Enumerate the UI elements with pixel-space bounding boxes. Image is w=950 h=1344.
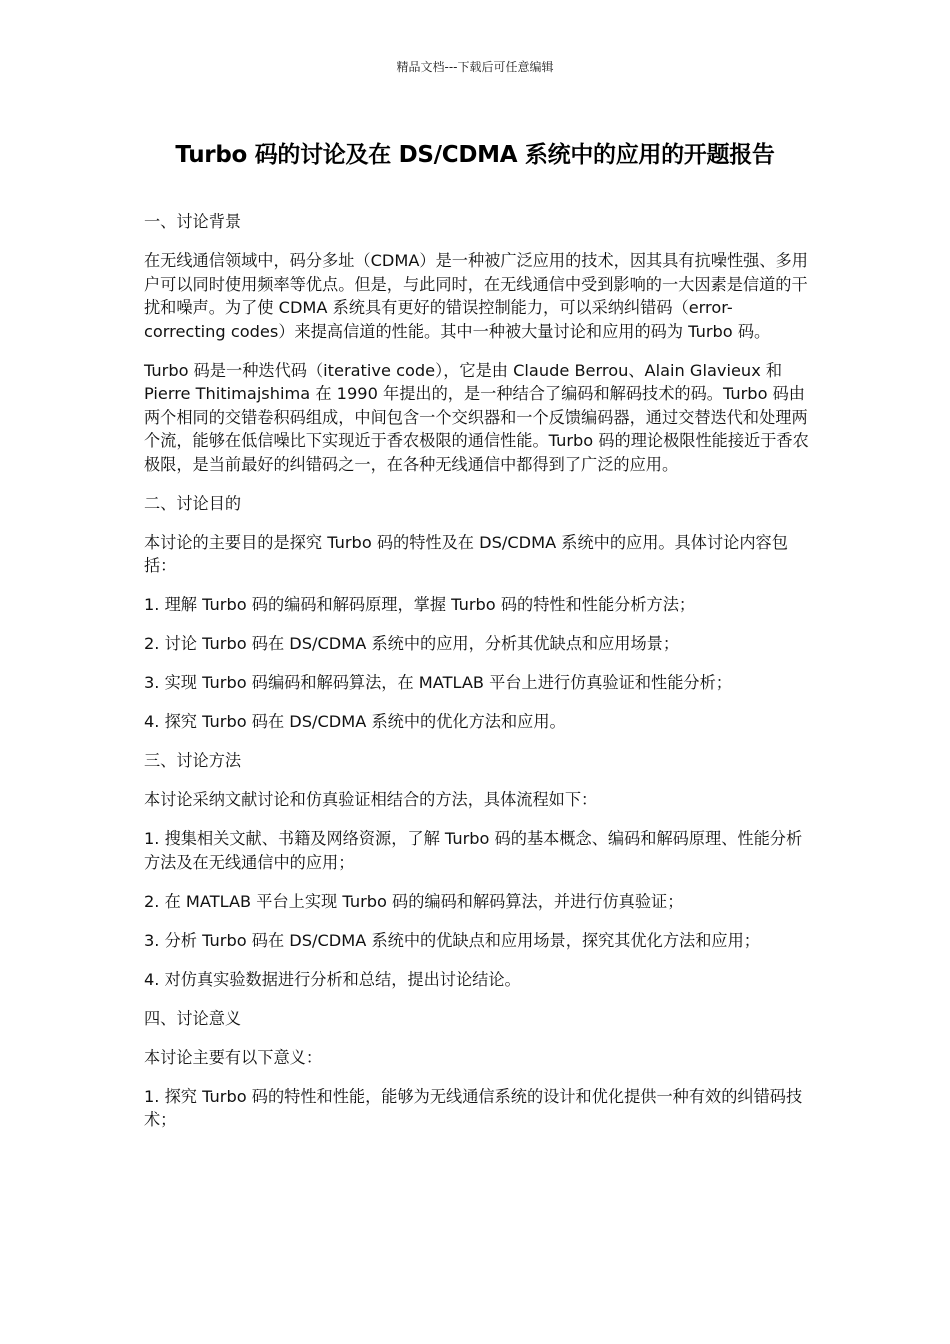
list-item: 1. 搜集相关文献、书籍及网络资源，了解 Turbo 码的基本概念、编码和解码原理、性能分析方法及在无线通信中的应用； — [144, 829, 803, 872]
paragraph: 本讨论采纳文献讨论和仿真验证相结合的方法，具体流程如下： — [144, 790, 598, 809]
section-heading-background: 一、讨论背景 — [144, 212, 242, 231]
header-watermark: 精品文档---下载后可任意编辑 — [396, 60, 554, 74]
paragraph: 本讨论主要有以下意义： — [144, 1047, 323, 1067]
list-item: 3. 分析 Turbo 码在 DS/CDMA 系统中的优缺点和应用场景，探究其优化方法和应用； — [144, 930, 760, 950]
list-item: 2. 在 MATLAB 平台上实现 Turbo 码的编码和解码算法，并进行仿真验证； — [144, 891, 684, 911]
list-item: 1. 理解 Turbo 码的编码和解码原理，掌握 Turbo 码的特性和性能分析方法； — [144, 595, 696, 614]
section-heading-significance: 四、讨论意义 — [144, 1008, 242, 1028]
section-heading-purpose: 二、讨论目的 — [144, 493, 242, 513]
section-heading-method: 三、讨论方法 — [144, 751, 242, 770]
list-item: 2. 讨论 Turbo 码在 DS/CDMA 系统中的应用，分析其优缺点和应用场景； — [144, 634, 680, 653]
list-item: 4. 对仿真实验数据进行分析和总结，提出讨论结论。 — [144, 969, 521, 989]
list-item: 3. 实现 Turbo 码编码和解码算法，在 MATLAB 平台上进行仿真验证和性能分析； — [144, 673, 732, 692]
paragraph: Turbo 码是一种迭代码（iterative code），它是由 Claude Berrou、Alain Glavieux 和 Pierre Thitimajshima 在 1990 年提出的，是一种结合了编码和解码技术的码。Turbo 码由两个相同的交错卷积码组成，中间包含一个交织器和一个反馈编码器，通过交替迭代和处理两个流，能够在低信噪比下实现近于香农极限的通信性能。Turbo 码的理论极限性能接近于香农极限，是当前最好的纠错码之一，在各种无线通信中都得到了广泛的应用。 — [144, 360, 809, 474]
list-item: 1. 探究 Turbo 码的特性和性能，能够为无线通信系统的设计和优化提供一种有效的纠错码技术； — [144, 1086, 803, 1129]
document-body — [144, 210, 809, 1147]
paragraph: 在无线通信领域中，码分多址（CDMA）是一种被广泛应用的技术，因其具有抗噪性强、多用户可以同时使用频率等优点。但是，与此同时，在无线通信中受到影响的一大因素是信道的干扰和噪声。为了使 CDMA 系统具有更好的错误控制能力，可以采纳纠错码（error-correcting codes）来提高信道的性能。其中一种被大量讨论和应用的码为 Turbo 码。 — [144, 251, 808, 341]
document-title: Turbo 码的讨论及在 DS/CDMA 系统中的应用的开题报告 — [175, 142, 775, 168]
paragraph: 本讨论的主要目的是探究 Turbo 码的特性及在 DS/CDMA 系统中的应用。具体讨论内容包括： — [144, 532, 788, 575]
list-item: 4. 探究 Turbo 码在 DS/CDMA 系统中的优化方法和应用。 — [144, 712, 566, 731]
